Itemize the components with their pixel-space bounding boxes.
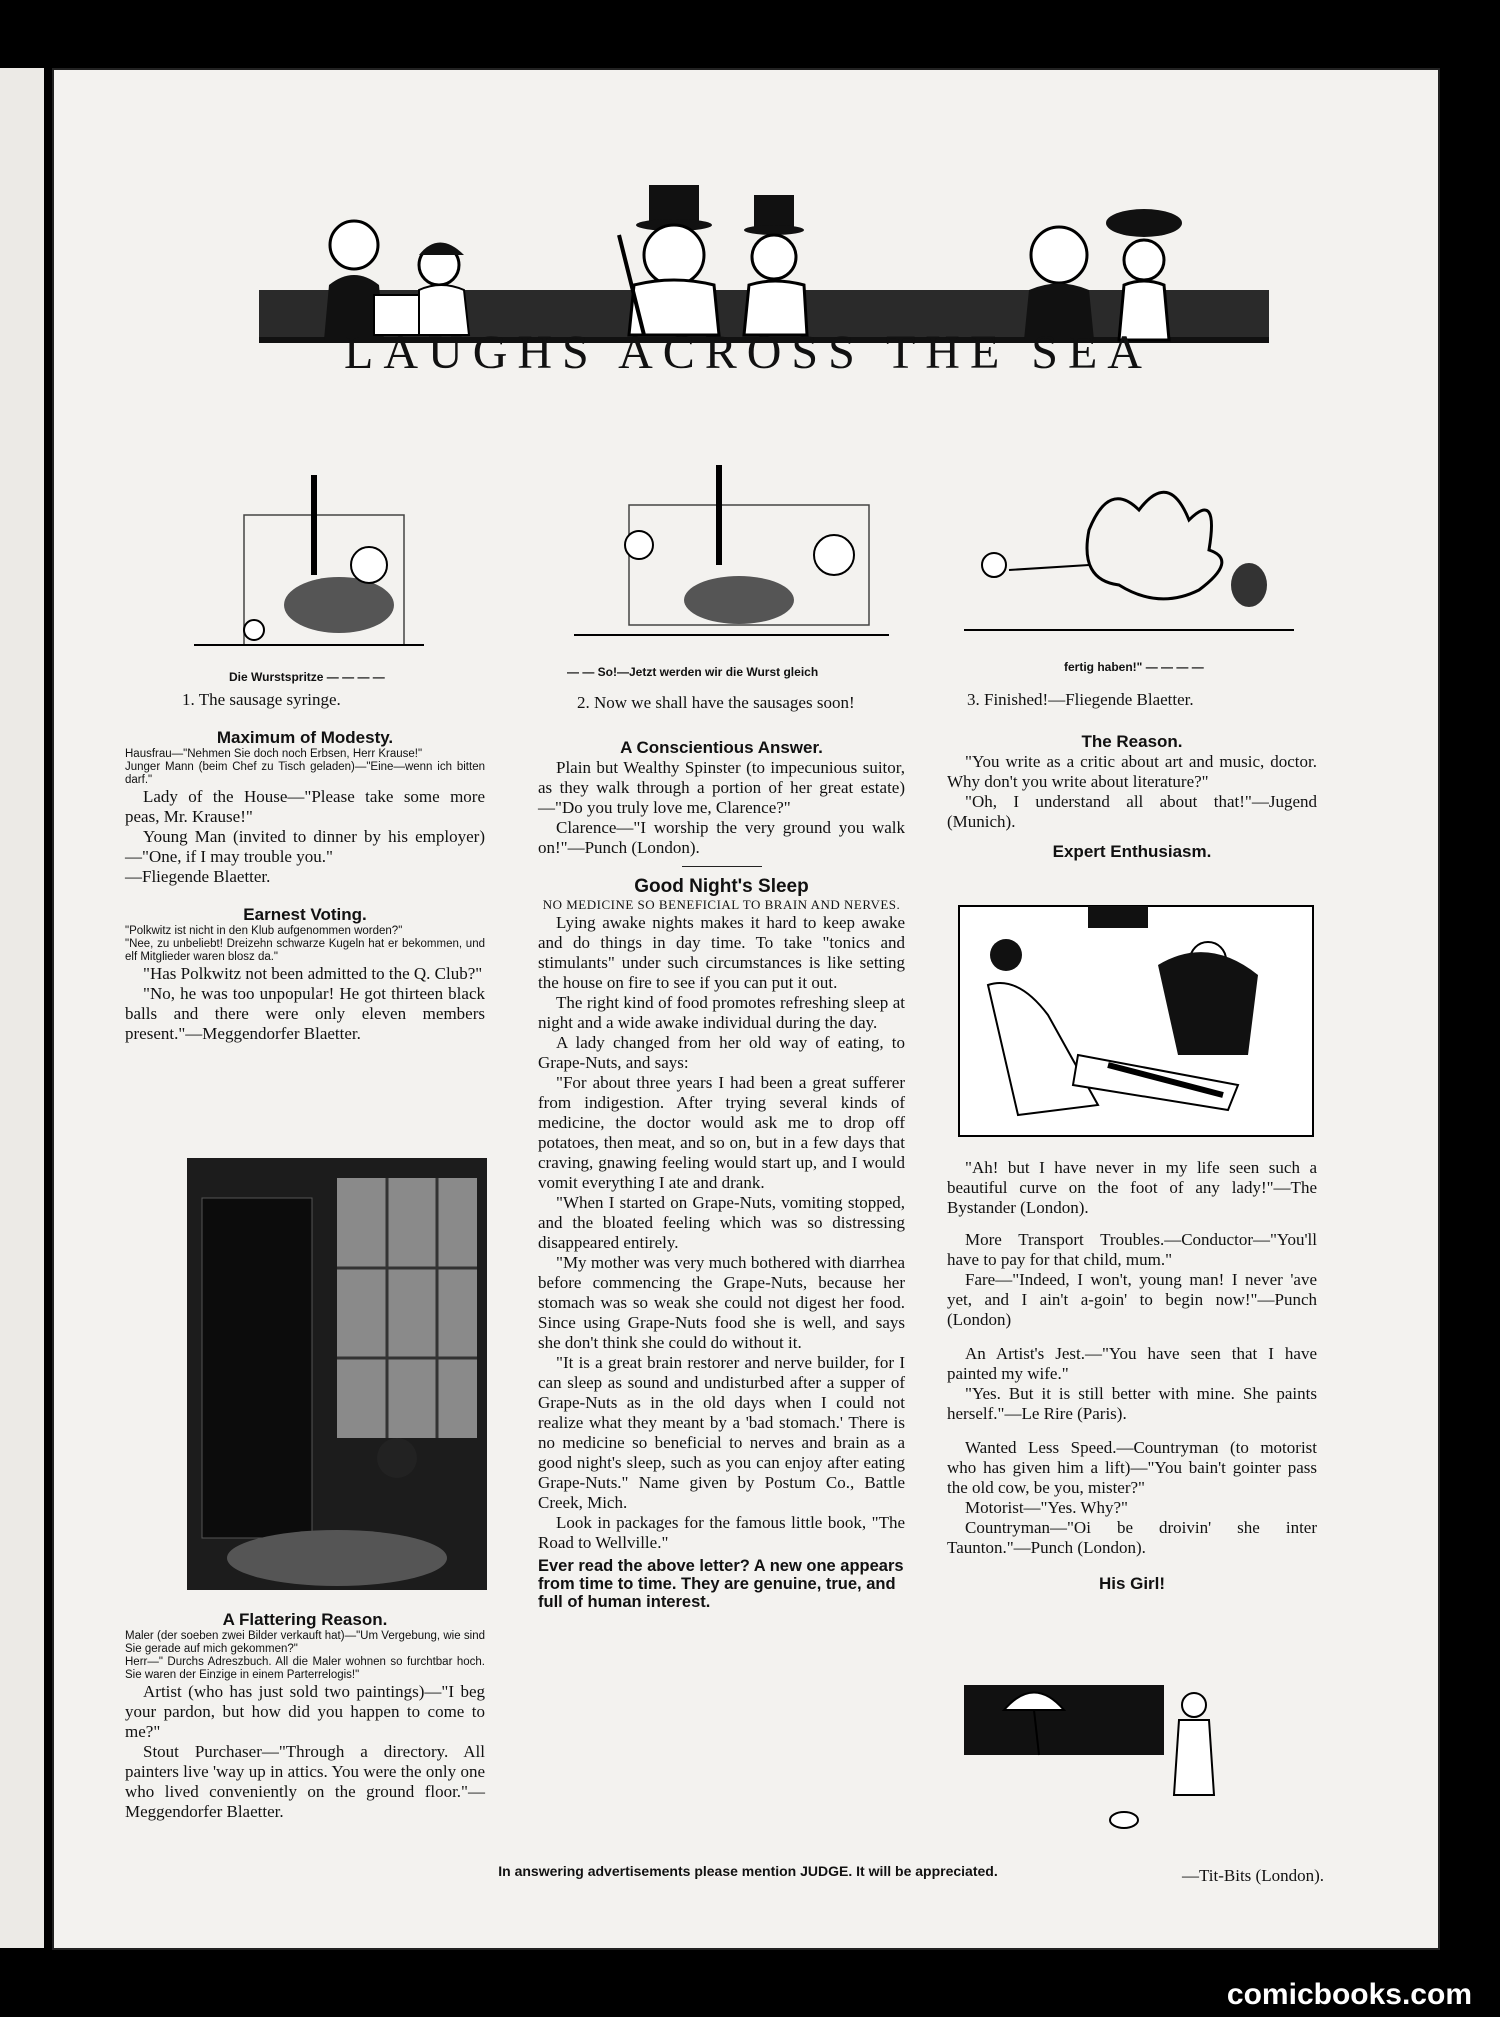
adjacent-page-edge (0, 68, 44, 1948)
sleep-text-2: The right kind of food promotes refreshing sleep at night and a wide awake individual during the day. (538, 993, 905, 1032)
column-3-bottom (947, 1158, 1317, 1594)
comic-panel-1 (184, 455, 504, 655)
voting-text-2: "No, he was too unpopular! He got thirteen black balls and there were only eleven members present."—Meggendorfer Blaetter. (125, 984, 485, 1043)
column-2 (538, 738, 905, 1611)
his-girl-credit: —Tit-Bits (London). (1182, 1866, 1325, 1885)
his-girl-illustration (964, 1665, 1316, 1840)
sleep-text-7: "It is a great brain restorer and nerve builder, for I can sleep as sound and undisturbed after a supper of Grape-Nuts as in the old days when I could not realize what they meant by a 'bad stomach.' There is no medicine so beneficial to nerves and brain as a good night's sleep, such as you can enjoy after eating Grape-Nuts." Name given by Postum Co., Battle Creek, Mich. (538, 1353, 905, 1512)
flatter-text-2: Stout Purchaser—"Through a directory. All painters live 'way up in attics. You were the only one who lived conveniently on the ground floor."—Meggendorfer Blaetter. (125, 1742, 485, 1821)
artist-studio-illustration (187, 1158, 487, 1590)
transport-text-2: Fare—"Indeed, I won't, young man! I never 'ave yet, and I ain't a-goin' to begin now!"—Punch (London) (947, 1270, 1317, 1329)
modesty-source: —Fliegende Blaetter. (125, 867, 271, 886)
speed-text-3: Countryman—"Oi be droivin' she inter Taunton."—Punch (London). (947, 1518, 1317, 1557)
modesty-heading: Maximum of Modesty. (216, 728, 394, 747)
divider-rule (682, 866, 762, 867)
modesty-german-2: Junger Mann (beim Chef zu Tisch geladen)—"Eine—wenn ich bitten darf." (125, 761, 485, 786)
panel1-caption: 1. The sausage syringe. (182, 690, 341, 709)
flatter-text-1: Artist (who has just sold two paintings)—"I beg your pardon, but how did you happen to come to me?" (125, 1682, 485, 1741)
comic-panel-3 (959, 470, 1299, 645)
modesty-text-1: Lady of the House—"Please take some more peas, Mr. Krause!" (125, 787, 485, 826)
page-title: LAUGHS ACROSS THE SEA (344, 326, 1152, 379)
column-3 (947, 732, 1317, 862)
jest-text-2: "Yes. But it is still better with mine. She paints herself."—Le Rire (Paris). (947, 1384, 1317, 1423)
speed-text-1: Wanted Less Speed.—Countryman (to motorist who has given him a lift)—"You bain't gointer pass the old cow, be you, mister?" (947, 1438, 1317, 1497)
reason-text-2: "Oh, I understand all about that!"—Jugend (Munich). (947, 792, 1317, 831)
conscientious-text-1: Plain but Wealthy Spinster (to impecunious suitor, as they walk through a portion of her great estate)—"Do you truly love me, Clarence?" (538, 758, 905, 817)
flatter-heading: A Flattering Reason. (222, 1610, 388, 1629)
jest-text-1: An Artist's Jest.—"You have seen that I have painted my wife." (947, 1344, 1317, 1383)
expert-caption: "Ah! but I have never in my life seen such a beautiful curve on the foot of any lady!"—The Bystander (London). (947, 1158, 1317, 1217)
comic-panel-2 (569, 455, 899, 645)
panel3-caption: 3. Finished!—Fliegende Blaetter. (967, 690, 1194, 709)
footer-note: In answering advertisements please mention JUDGE. It will be appreciated. (498, 1863, 998, 1879)
expert-enthusiasm-illustration (958, 905, 1314, 1137)
voting-german-2: "Nee, zu unbeliebt! Dreizehn schwarze Kugeln hat er bekommen, und elf Mitglieder waren blosz da." (125, 938, 485, 963)
sleep-text-1: Lying awake nights makes it hard to keep awake and do things in day time. To take "tonics and stimulants" under such circumstances is like setting the house on fire to see if you can put it out. (538, 913, 905, 992)
his-girl-heading: His Girl! (1098, 1574, 1166, 1593)
voting-heading: Earnest Voting. (243, 905, 367, 924)
sleep-advert-note: Ever read the above letter? A new one appears from time to time. They are genuine, true, and full of human interest. (538, 1557, 904, 1611)
column-1-bottom (125, 1610, 485, 1822)
expert-heading: Expert Enthusiasm. (1052, 842, 1212, 861)
sleep-text-3: A lady changed from her old way of eating, to Grape-Nuts, and says: (538, 1033, 905, 1072)
sleep-text-6: "My mother was very much bothered with diarrhea before commencing the Grape-Nuts, because her stomach was so weak she could not digest her food. Since using Grape-Nuts food she is well, and says she don't think she could do without it. (538, 1253, 905, 1352)
sleep-text-8: Look in packages for the famous little book, "The Road to Wellville." (538, 1513, 905, 1552)
voting-text-1: "Has Polkwitz not been admitted to the Q. Club?" (143, 964, 483, 983)
sleep-text-5: "When I started on Grape-Nuts, vomiting stopped, and the bloated feeling which was so distressing disappeared entirely. (538, 1193, 905, 1252)
transport-text-1: More Transport Troubles.—Conductor—"You'll have to pay for that child, mum." (947, 1230, 1317, 1269)
conscientious-heading: A Conscientious Answer. (620, 738, 823, 757)
sleep-text-4: "For about three years I had been a great sufferer from indigestion. After trying several kinds of medicine, the doctor would ask me to drop off potatoes, then meat, and so on, but in a few days that craving, gnawing feeling would start up, and I would vomit everything I ate and drank. (538, 1073, 905, 1192)
speed-text-2: Motorist—"Yes. Why?" (965, 1498, 1128, 1517)
sleep-subheading: NO MEDICINE SO BENEFICIAL TO BRAIN AND NERVES. (542, 897, 901, 912)
panel2-caption-german: — — So!—Jetzt werden wir die Wurst gleich (567, 665, 819, 679)
flatter-german-1: Maler (der soeben zwei Bilder verkauft hat)—"Um Vergebung, wie sind Sie gerade auf mich gekommen?" (125, 1630, 485, 1655)
flatter-german-2: Herr—" Durchs Adreszbuch. All die Maler wohnen so furchtbar hoch. Sie waren der Einzige in einem Parterrelogis!" (125, 1656, 485, 1681)
site-watermark: comicbooks.com (1226, 1978, 1472, 2011)
reason-text-1: "You write as a critic about art and music, doctor. Why don't you write about literature?" (947, 752, 1317, 791)
voting-german-1: "Polkwitz ist nicht in den Klub aufgenommen worden?" (125, 925, 403, 937)
modesty-german-1: Hausfrau—"Nehmen Sie doch noch Erbsen, Herr Krause!" (125, 748, 423, 760)
sleep-heading: Good Night's Sleep (634, 876, 809, 897)
conscientious-text-2: Clarence—"I worship the very ground you walk on!"—Punch (London). (538, 818, 905, 857)
panel1-caption-german: Die Wurstspritze — — — — (229, 670, 385, 684)
panel2-caption: 2. Now we shall have the sausages soon! (577, 693, 855, 712)
magazine-page (52, 68, 1440, 1950)
column-1 (125, 662, 485, 1044)
panel3-caption-german: fertig haben!" — — — — (1064, 660, 1204, 674)
modesty-text-2: Young Man (invited to dinner by his employer)—"One, if I may trouble you." (125, 827, 485, 866)
reason-heading: The Reason. (1081, 732, 1183, 751)
